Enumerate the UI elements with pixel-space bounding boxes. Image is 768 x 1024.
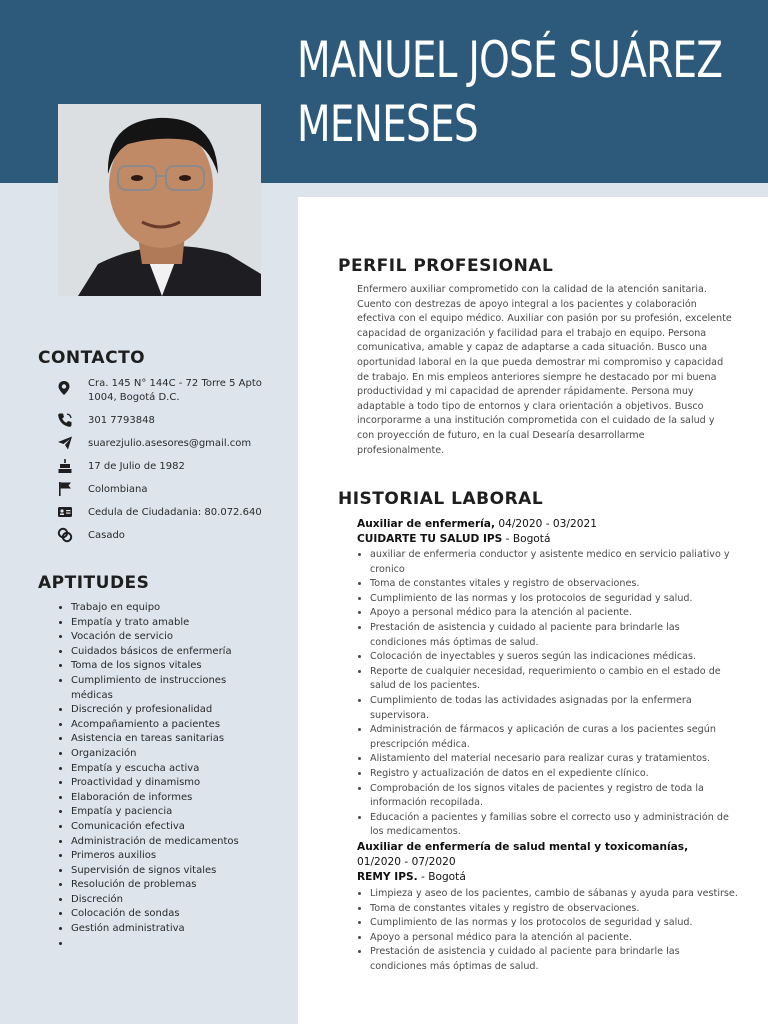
contact-phone-text: 301 7793848	[88, 415, 155, 426]
job-task: • Toma de constantes vitales y registro de observaciones.	[370, 577, 738, 592]
skill-item: • Supervisión de signos vitales	[71, 864, 271, 879]
contact-birthdate-text: 17 de Julio de 1982	[88, 461, 185, 472]
job-task: • Comprobación de los signos vitales de pacientes y registro de toda la información recopilada.	[370, 782, 738, 811]
job-1-dates: 04/2020 - 03/2021	[494, 518, 597, 530]
skill-item: • Cumplimiento de instrucciones médicas	[71, 674, 271, 703]
job-1-header	[357, 517, 732, 547]
job-2-role: Auxiliar de enfermería de salud mental y toxicomanías,	[357, 841, 689, 853]
profile-photo	[58, 104, 261, 296]
skill-item: • Empatía y escucha activa	[71, 762, 271, 777]
skill-item: • Colocación de sondas	[71, 907, 271, 922]
job-task: • Limpieza y aseo de los pacientes, cambio de sábanas y ayuda para vestirse.	[370, 887, 738, 902]
profile-summary: Enfermero auxiliar comprometido con la calidad de la atención sanitaria. Cuento con destrezas de apoyo integral a los pacientes y colaboración efectiva con el equipo médico. Auxiliar con pasión por su profesión, excelente capacidad de organización y facilidad para el trabajo en equipo. Persona comunicativa, amable y capaz de adaptarse a cada situación. Busco una oportunidad laboral en la que pueda demostrar mi compromiso y capacidad de trabajo. En mis empleos anteriores siempre he destacado por mi buena productividad y mi capacidad de aprender rápidamente. Persona muy adaptable a todo tipo de entornos y clara orientación a objetivos. Busco incorporarme a una institución comprometida con el cuidado de la salud y con proyección de futuro, en la cual Desearía desarrollarme profesionalmente.	[357, 284, 732, 456]
skill-item: • Elaboración de informes	[71, 791, 271, 806]
skill-item: • Gestión administrativa	[71, 922, 271, 937]
work-history-heading: HISTORIAL LABORAL	[338, 489, 544, 509]
contact-id-text: Cedula de Ciudadania: 80.072.640	[88, 507, 262, 518]
cake-icon	[57, 458, 73, 474]
contact-email-text: suarezjulio.asesores@gmail.com	[88, 438, 252, 449]
skill-item: • Empatía y trato amable	[71, 616, 271, 631]
job-2-header	[357, 840, 732, 885]
job-task: • Apoyo a personal médico para la atención al paciente.	[370, 931, 738, 946]
contact-address-text: Cra. 145 N° 144C - 72 Torre 5 Apto 1004, Bogotá D.C.	[88, 378, 262, 403]
job-task: • Reporte de cualquier necesidad, requerimiento o cambio en el estado de salud de los pacientes.	[370, 665, 738, 694]
skills-list	[58, 601, 271, 951]
job-1-tasks	[357, 548, 738, 840]
person-photo-icon	[58, 104, 261, 296]
skills-heading: APTITUDES	[38, 573, 150, 593]
skill-item: • Administración de medicamentos	[71, 835, 271, 850]
job-task: • Prestación de asistencia y cuidado al paciente para brindarle las condiciones más óptimas de salud.	[370, 621, 738, 650]
job-task: • Educación a pacientes y familias sobre el correcto uso y administración de los medicamentos.	[370, 811, 738, 840]
skill-item: • Toma de los signos vitales	[71, 659, 271, 674]
skill-item: • Resolución de problemas	[71, 878, 271, 893]
contact-marital-status-text: Casado	[88, 530, 125, 541]
job-task: • Administración de fármacos y aplicación de curas a los pacientes según prescripción médica.	[370, 723, 738, 752]
id-card-icon	[57, 504, 73, 520]
skill-item: • Organización	[71, 747, 271, 762]
contact-heading: CONTACTO	[38, 348, 146, 368]
phone-icon	[57, 412, 73, 428]
skill-item: • Acompañamiento a pacientes	[71, 718, 271, 733]
job-task: • auxiliar de enfermeria conductor y asistente medico en servicio paliativo y cronico	[370, 548, 738, 577]
skill-item: • Proactividad y dinamismo	[71, 776, 271, 791]
skill-item: • Discreción	[71, 893, 271, 908]
location-pin-icon	[57, 380, 73, 396]
job-task: • Alistamiento del material necesario para realizar curas y tratamientos.	[370, 752, 738, 767]
job-task: • Cumplimiento de todas las actividades asignadas por la enfermera supervisora.	[370, 694, 738, 723]
skill-item: • Empatía y paciencia	[71, 805, 271, 820]
candidate-name	[297, 28, 723, 156]
paper-plane-icon	[57, 435, 73, 451]
skill-item: • Primeros auxilios	[71, 849, 271, 864]
skill-item-empty	[71, 937, 271, 952]
flag-icon	[57, 481, 73, 497]
job-2-tasks	[357, 887, 738, 975]
job-2-location: - Bogotá	[417, 871, 466, 883]
skill-item: • Trabajo en equipo	[71, 601, 271, 616]
job-2-dates: 01/2020 - 07/2020	[357, 856, 456, 868]
job-task: • Apoyo a personal médico para la atención al paciente.	[370, 606, 738, 621]
job-task: • Cumplimiento de las normas y los protocolos de seguridad y salud.	[370, 916, 738, 931]
job-task: • Prestación de asistencia y cuidado al paciente para brindarle las condiciones más óptimas de salud.	[370, 945, 738, 974]
skill-item: • Asistencia en tareas sanitarias	[71, 732, 271, 747]
job-1-role: Auxiliar de enfermería,	[357, 518, 495, 530]
job-1-company: CUIDARTE TU SALUD IPS	[357, 533, 503, 545]
name-line-1: MANUEL JOSÉ SUÁREZ	[297, 31, 723, 89]
contact-nationality-text: Colombiana	[88, 484, 148, 495]
job-task: • Toma de constantes vitales y registro de observaciones.	[370, 902, 738, 917]
rings-icon	[57, 527, 73, 543]
skill-item: • Vocación de servicio	[71, 630, 271, 645]
skill-item: • Comunicación efectiva	[71, 820, 271, 835]
job-task: • Registro y actualización de datos en el expediente clínico.	[370, 767, 738, 782]
job-1-location: - Bogotá	[502, 533, 551, 545]
name-line-2: MENESES	[297, 95, 478, 153]
job-2-company: REMY IPS.	[357, 871, 418, 883]
skill-item: • Cuidados básicos de enfermería	[71, 645, 271, 660]
job-task: • Colocación de inyectables y sueros según las indicaciones médicas.	[370, 650, 738, 665]
job-task: • Cumplimiento de las normas y los protocolos de seguridad y salud.	[370, 592, 738, 607]
profile-heading: PERFIL PROFESIONAL	[338, 256, 554, 276]
skill-item: • Discreción y profesionalidad	[71, 703, 271, 718]
